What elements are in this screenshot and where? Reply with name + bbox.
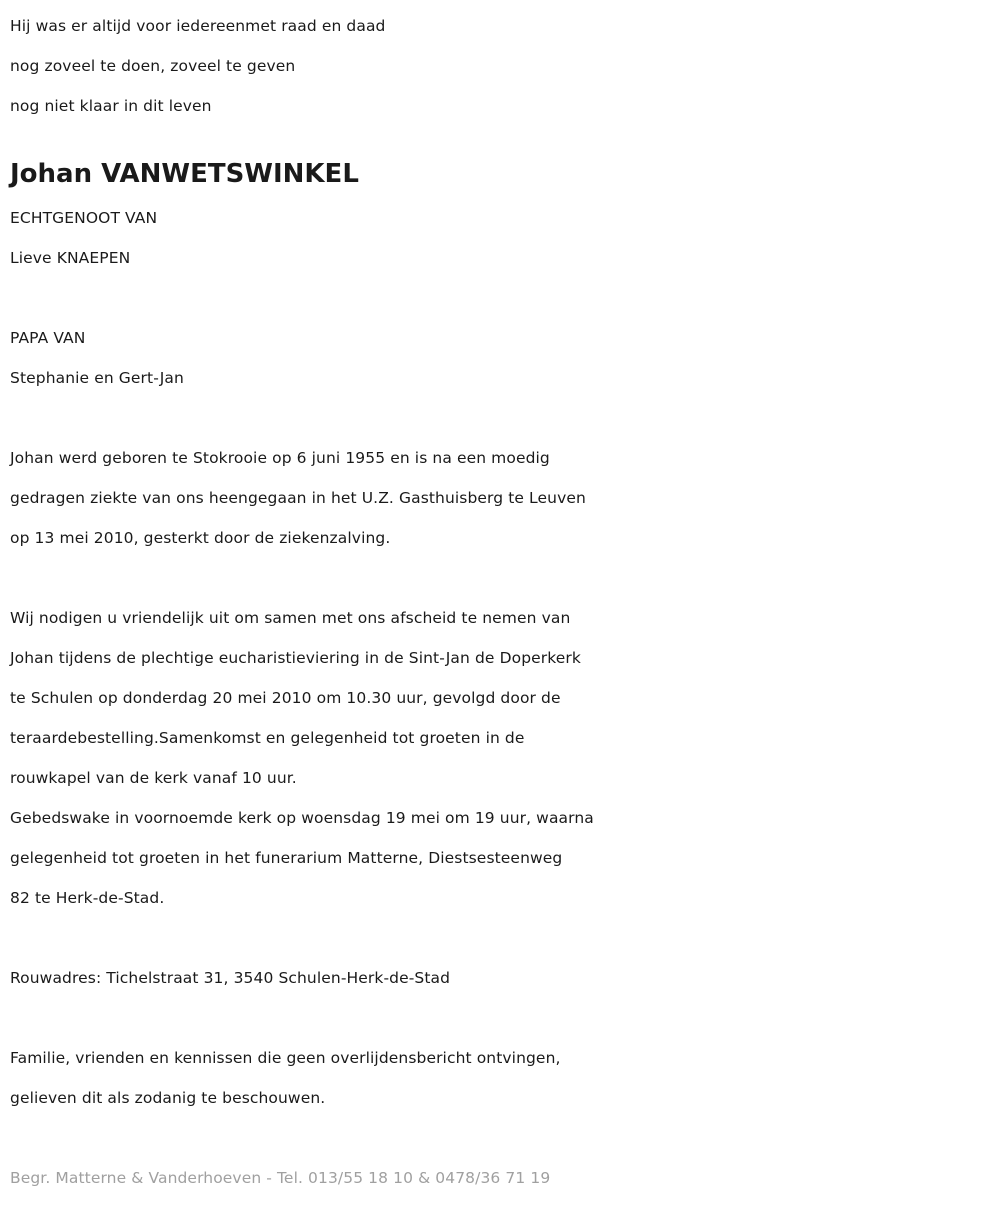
ceremony-paragraph xyxy=(10,598,995,918)
spouse-label: ECHTGENOOT VAN xyxy=(10,209,158,227)
paragraph-line: teraardebestelling.Samenkomst en gelegenheid tot groeten in de xyxy=(10,729,525,747)
spouse-name: Lieve KNAEPEN xyxy=(10,249,131,267)
poem-line: nog zoveel te doen, zoveel te geven xyxy=(10,57,296,75)
poem-line: nog niet klaar in dit leven xyxy=(10,97,212,115)
birth-death-paragraph xyxy=(10,438,995,558)
poem-line: Hij was er altijd voor iedereenmet raad en daad xyxy=(10,17,386,35)
poem xyxy=(10,6,995,126)
children-label: PAPA VAN xyxy=(10,329,86,347)
spacer xyxy=(10,126,995,148)
paragraph-line: gelieven dit als zodanig te beschouwen. xyxy=(10,1089,326,1107)
spacer xyxy=(10,558,995,598)
paragraph-line: te Schulen op donderdag 20 mei 2010 om 10.30 uur, gevolgd door de xyxy=(10,689,561,707)
paragraph-line: 82 te Herk-de-Stad. xyxy=(10,889,165,907)
spacer xyxy=(10,1118,995,1158)
paragraph-line: Familie, vrienden en kennissen die geen overlijdensbericht ontvingen, xyxy=(10,1049,561,1067)
spacer xyxy=(10,278,995,318)
children-names: Stephanie en Gert-Jan xyxy=(10,369,184,387)
paragraph-line: Johan tijdens de plechtige eucharistieviering in de Sint-Jan de Doperkerk xyxy=(10,649,581,667)
spacer xyxy=(10,998,995,1038)
paragraph-line: gelegenheid tot groeten in het funerarium Matterne, Diestsesteenweg xyxy=(10,849,563,867)
paragraph-line: rouwkapel van de kerk vanaf 10 uur. xyxy=(10,769,297,787)
paragraph-line: Johan werd geboren te Stokrooie op 6 juni 1955 en is na een moedig xyxy=(10,449,550,467)
spacer xyxy=(10,918,995,958)
paragraph-line: gedragen ziekte van ons heengegaan in het U.Z. Gasthuisberg te Leuven xyxy=(10,489,586,507)
paragraph-line: Wij nodigen u vriendelijk uit om samen met ons afscheid te nemen van xyxy=(10,609,571,627)
paragraph-line: op 13 mei 2010, gesterkt door de ziekenzalving. xyxy=(10,529,391,547)
spouse-section xyxy=(10,198,995,278)
obituary-notice xyxy=(10,6,995,1198)
mourning-address: Rouwadres: Tichelstraat 31, 3540 Schulen-Herk-de-Stad xyxy=(10,969,451,987)
paragraph-line: Gebedswake in voornoemde kerk op woensdag 19 mei om 19 uur, waarna xyxy=(10,809,594,827)
deceased-name: Johan VANWETSWINKEL xyxy=(10,159,359,189)
funeral-home-footer: Begr. Matterne & Vanderhoeven - Tel. 013/55 18 10 & 0478/36 71 19 xyxy=(10,1169,551,1187)
spacer xyxy=(10,398,995,438)
children-section xyxy=(10,318,995,398)
notice-paragraph xyxy=(10,1038,995,1118)
